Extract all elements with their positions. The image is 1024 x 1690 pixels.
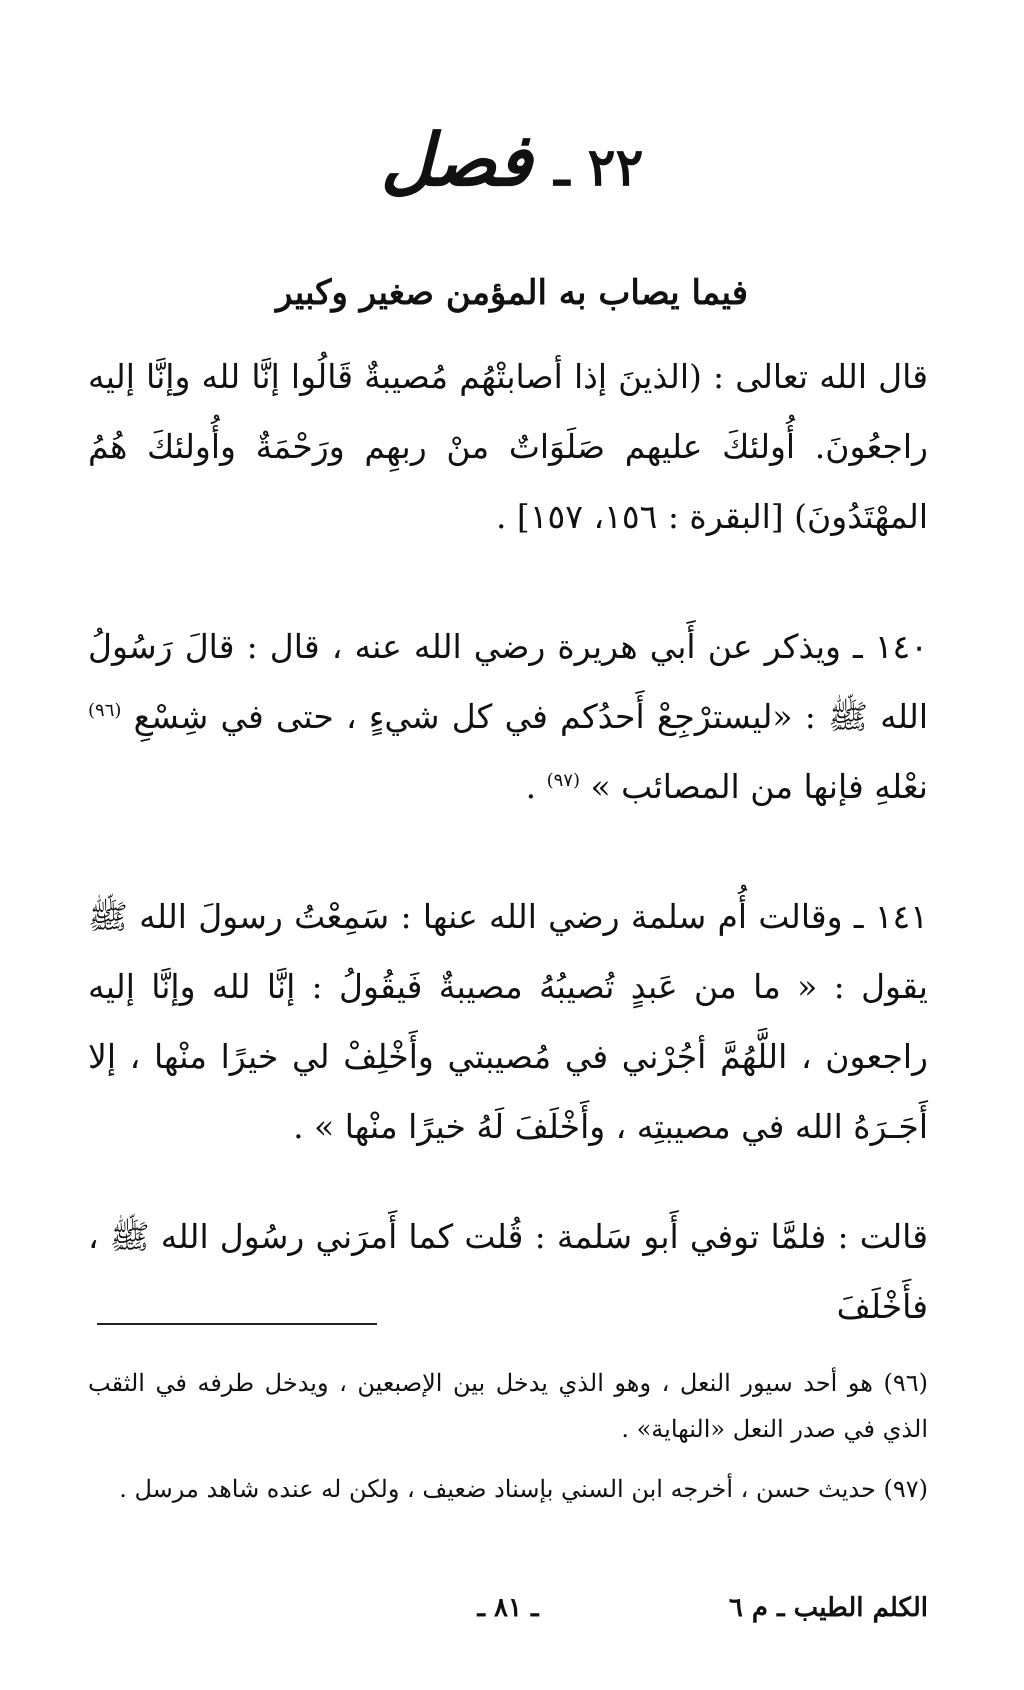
running-footer: [88, 1588, 928, 1628]
hadith-140-paragraph: [88, 612, 928, 822]
hadith-140-text-before: ١٤٠ ـ ويذكر عن أَبي هريرة رضي الله عنه ، قال : قالَ رَسُولُ الله ﷺ : «ليسترْجِعْ أَحدُكم في كل شيءٍ ، حتى في شِسْعِ: [88, 627, 928, 736]
chapter-title: فصل: [380, 117, 532, 202]
footnote-ref-97: (٩٧): [546, 770, 580, 791]
hadith-140-text-middle: نعْلهِ فإنها من المصائب »: [590, 767, 928, 806]
footnote-ref-96: (٩٦): [88, 700, 122, 721]
footnote-96: (٩٦) هو أحد سيور النعل ، وهو الذي يدخل بين الإصبعين ، ويدخل طرفه في الثقب الذي في صدر النعل «النهاية» .: [88, 1369, 928, 1443]
footnote-97: (٩٧) حديث حسن ، أخرجه ابن السني بإسناد ضعيف ، ولكن له عنده شاهد مرسل .: [119, 1475, 928, 1503]
book-reference: الكلم الطيب ـ م ٦: [728, 1593, 928, 1623]
hadith-140-text-end: .: [525, 767, 537, 806]
section-subtitle: فيما يصاب به المؤمن صغير وكبير: [275, 273, 748, 313]
chapter-heading: [0, 117, 1024, 208]
footnotes: [88, 1360, 928, 1526]
footnote-divider: [97, 1323, 377, 1325]
chapter-number: ٢٢ ـ: [554, 137, 644, 198]
hadith-141-paragraph: ١٤١ ـ وقالت أُم سلمة رضي الله عنها : سَمِعْتُ رسولَ الله ﷺ يقول : « ما من عَبدٍ تُصيبُهُ مصيبةٌ فَيقُولُ : إنَّا لله وإنَّا إليه راجعون ، اللَّهُمَّ أجُرْني في مُصيبتي وأَخْلِفْ لي خيرًا منْها ، إلا أَجَـرَهُ الله في مصيبتِه ، وأَخْلَفَ لَهُ خيرًا منْها » .: [88, 897, 928, 1146]
hadith-141-continuation: قالت : فلمَّا توفي أَبو سَلمة : قُلت كما أَمرَني رسُول الله ﷺ ، فأَخْلَفَ: [88, 1217, 928, 1326]
quran-verse-paragraph: قال الله تعالى : (الذينَ إذا أصابتْهُم مُصيبةٌ قَالُوا إنَّا لله وإنَّا إليه راجعُونَ. أُولئكَ عليهم صَلَوَاتٌ منْ ربهِم ورَحْمَةٌ وأُولئكَ هُمُ المهْتَدُونَ) [البقرة : ١٥٦، ١٥٧] .: [88, 357, 928, 536]
page-number: ـ ٨١ ـ: [477, 1593, 539, 1623]
